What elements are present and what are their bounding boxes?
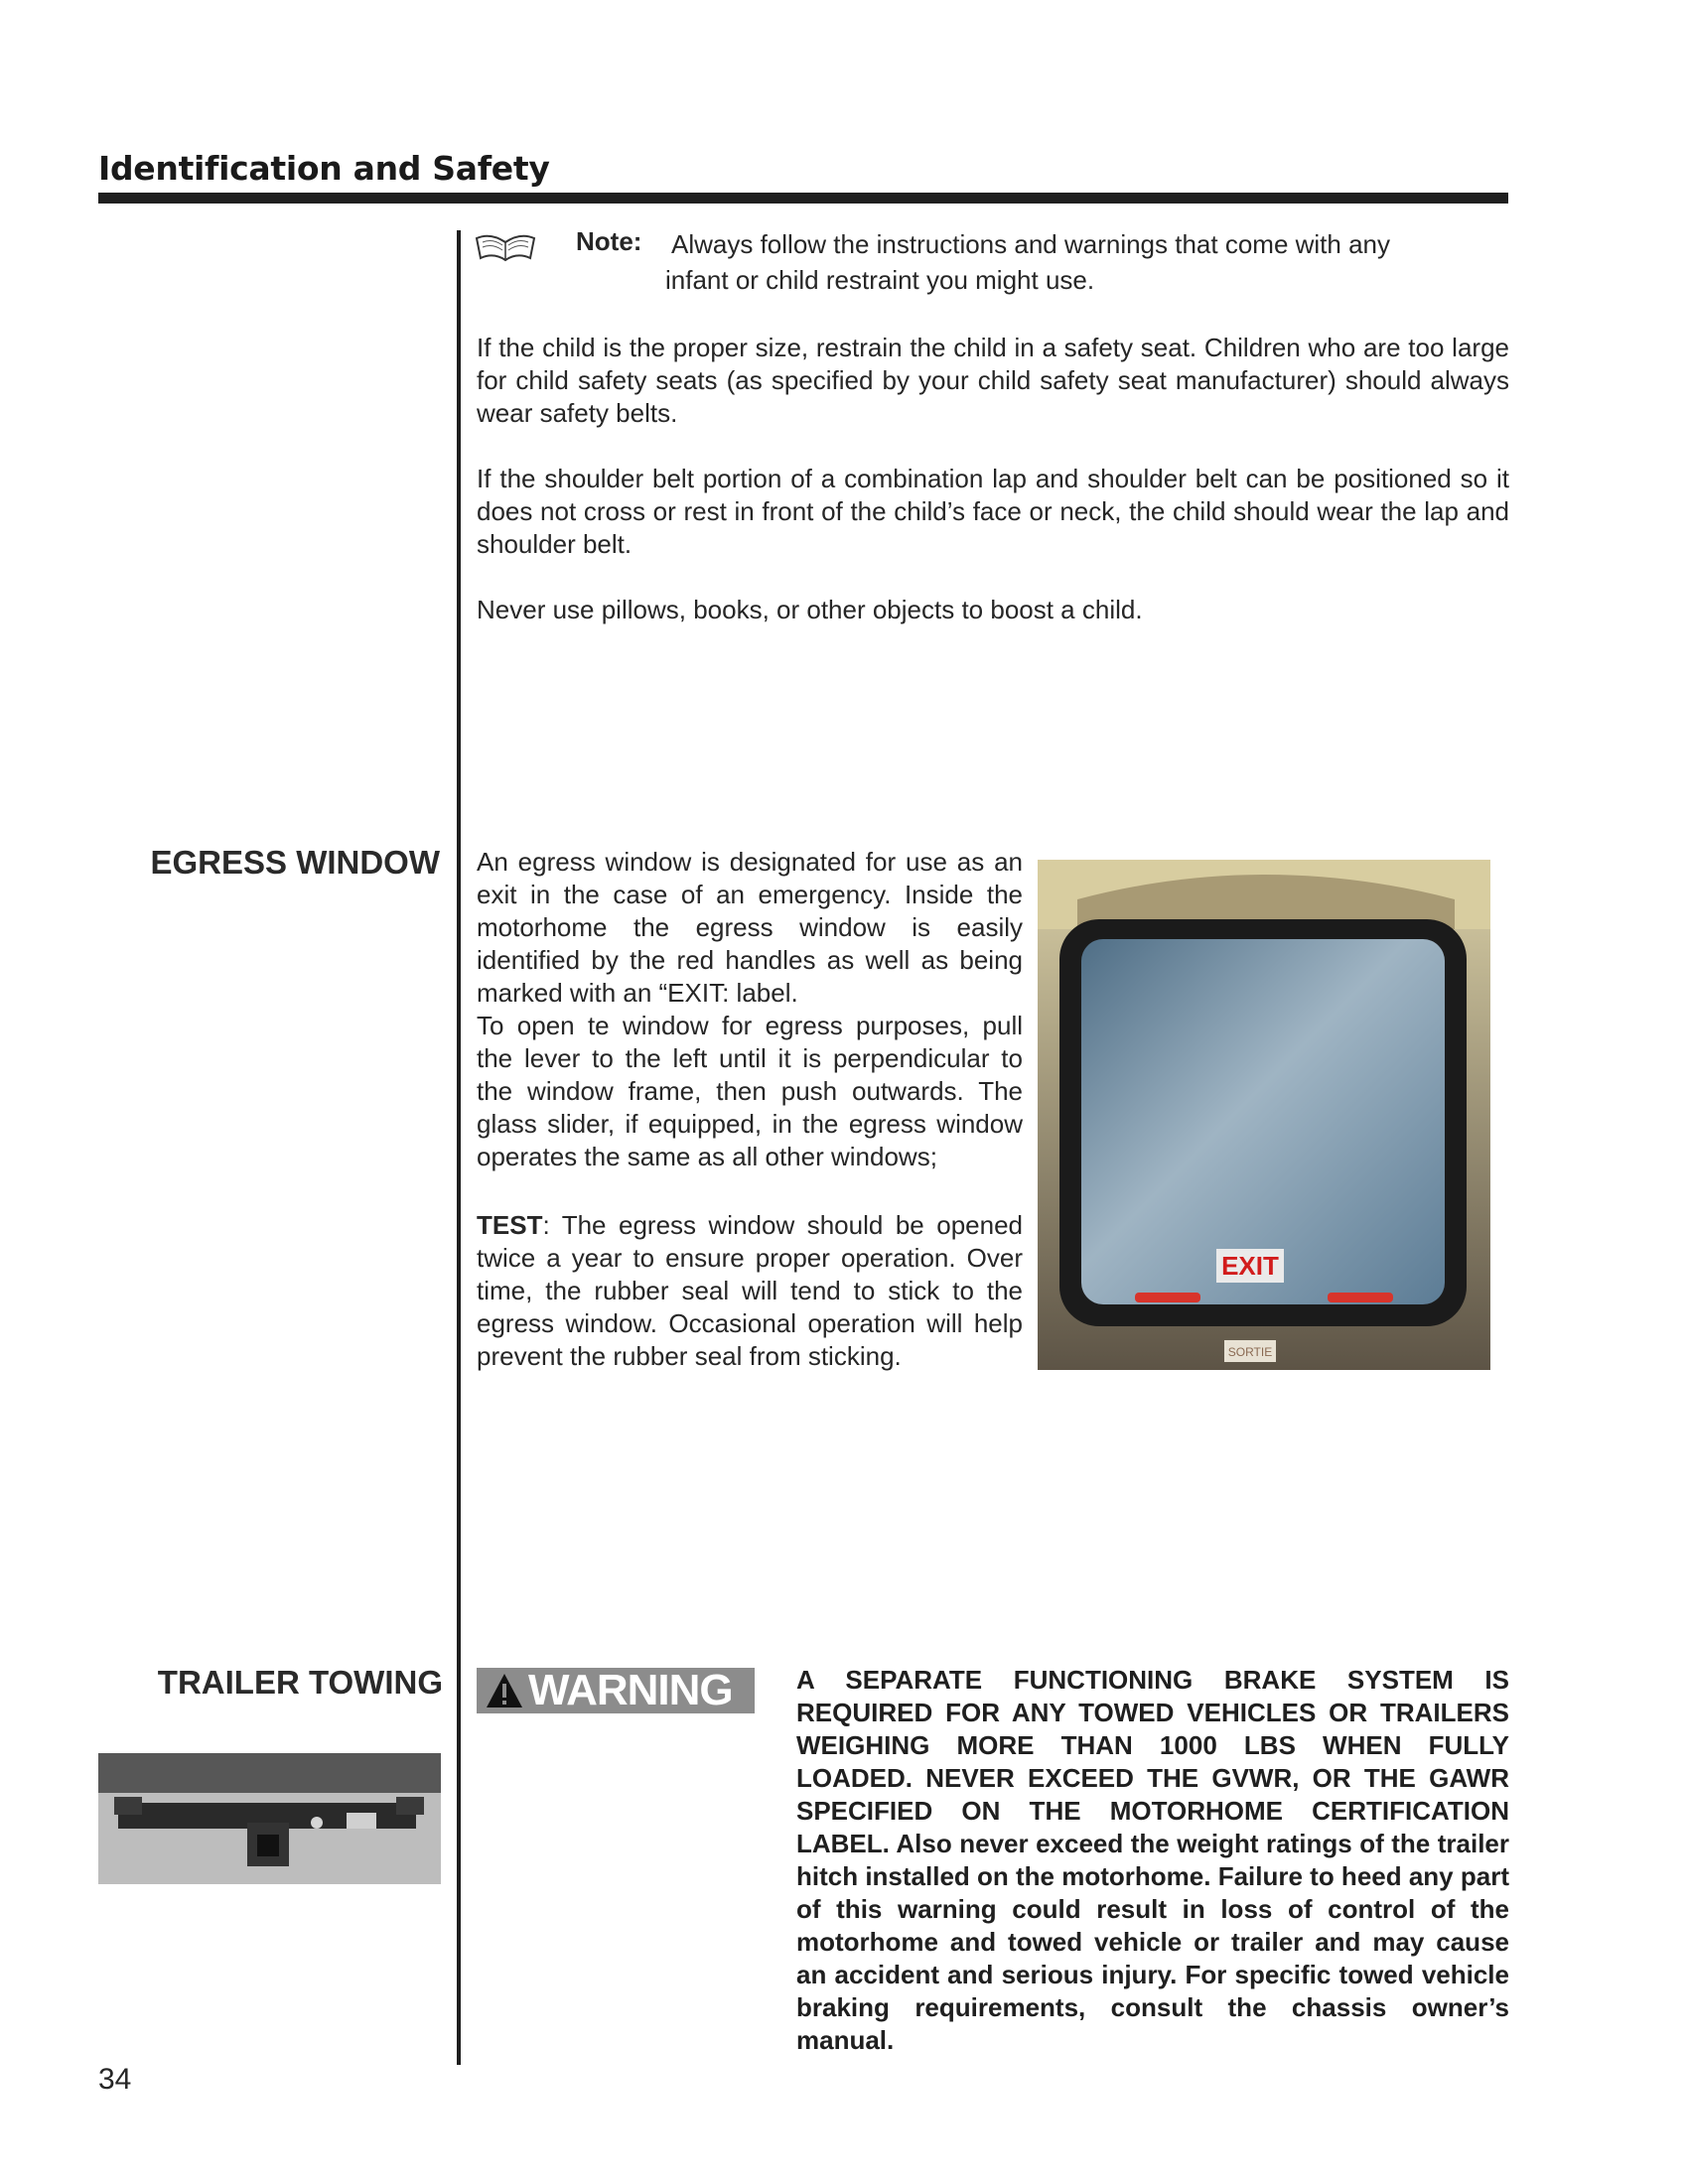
- trailer-towing-heading: TRAILER TOWING: [157, 1664, 443, 1701]
- page-number: 34: [98, 2063, 132, 2096]
- egress-test-paragraph: [477, 1209, 1023, 1373]
- exit-sticker: EXIT: [1221, 1251, 1279, 1281]
- warning-label: WARNING: [528, 1666, 733, 1714]
- sortie-sticker: SORTIE: [1227, 1345, 1273, 1359]
- note-label: Note:: [576, 226, 642, 256]
- note-line-2: infant or child restraint you might use.: [665, 265, 1095, 295]
- test-text: : The egress window should be opened twice a year to ensure proper operation. Over time, the rubber seal will tend to stick to the egress window. Occasional operation will help prevent the rubber seal from sticking.: [477, 1210, 1023, 1371]
- trailer-warning-text: A SEPARATE FUNCTIONING BRAKE SYSTEM IS REQUIRED FOR ANY TOWED VEHICLES OR TRAILERS WEIGHING MORE THAN 1000 LBS WHEN FULLY LOADED. NEVER EXCEED THE GVWR, OR THE GAWR SPECIFIED ON THE MOTORHOME CERTIFICATION LABEL. Also never exceed the weight ratings of the trailer hitch installed on the motorhome. Failure to heed any part of this warning could result in loss of control of the motorhome and towed vehicle or trailer and may cause an accident and serious injury. For specific towed vehicle braking requirements, consult the chassis owner’s manual.: [796, 1665, 1509, 2055]
- paragraph-child-size: If the child is the proper size, restrain the child in a safety seat. Children who are too large for child safety seats (as specified by your child safety seat manufacturer) should always wear safety belts.: [477, 333, 1509, 428]
- page-header-title: Identification and Safety: [98, 149, 550, 188]
- test-label: TEST: [477, 1210, 543, 1240]
- open-book-icon: [473, 228, 538, 264]
- column-divider: [457, 230, 461, 2065]
- trailer-hitch-photo: [98, 1753, 441, 1884]
- warning-banner: [477, 1668, 755, 1713]
- paragraph-no-pillows: Never use pillows, books, or other objects to boost a child.: [477, 595, 1143, 624]
- egress-para-1: An egress window is designated for use as an exit in the case of an emergency. Inside the motorhome the egress window is easily identified by the red handles as well as being marked with an “EXIT: label.: [477, 847, 1023, 1008]
- note-text: [665, 226, 1466, 298]
- header-rule: [98, 193, 1508, 204]
- warning-triangle-icon: [485, 1672, 524, 1709]
- note-line-1: Always follow the instructions and warnings that come with any: [671, 229, 1391, 259]
- egress-window-photo: [1038, 860, 1490, 1370]
- egress-description: [477, 846, 1023, 1173]
- paragraph-shoulder-belt: If the shoulder belt portion of a combination lap and shoulder belt can be positioned so it does not cross or rest in front of the child’s face or neck, the child should wear the lap and shoulder belt.: [477, 464, 1509, 559]
- egress-window-heading: EGRESS WINDOW: [150, 844, 440, 881]
- egress-para-2: To open te window for egress purposes, pull the lever to the left until it is perpendicular to the window frame, then push outwards. The glass slider, if equipped, in the egress window operates the same as all other windows;: [477, 1011, 1023, 1171]
